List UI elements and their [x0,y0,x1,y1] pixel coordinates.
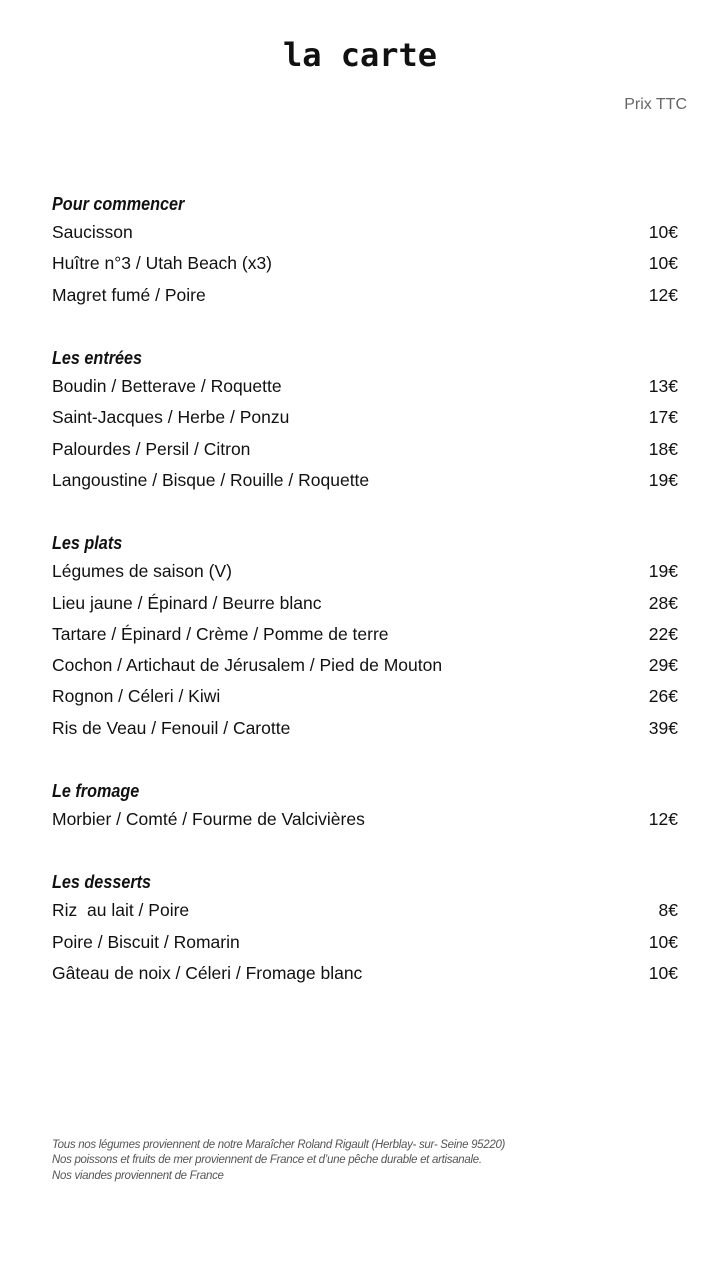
item-name: Riz au lait / Poire [52,900,190,921]
section-les-desserts [52,870,678,989]
menu-item [52,895,678,926]
item-price: 29€ [648,655,678,676]
sourcing-footnote [52,1138,652,1184]
menu-item [52,619,678,650]
menu-item [52,402,678,433]
item-price: 22€ [648,623,678,644]
menu-item [52,804,678,835]
item-name: Ris de Veau / Fenouil / Carotte [52,717,291,738]
section-title: Les desserts [52,872,152,893]
section-title: Pour commencer [52,194,185,214]
item-price: 18€ [648,438,678,459]
menu-item [52,248,678,279]
item-price: 10€ [648,962,678,983]
item-price: 19€ [648,561,678,582]
section-title: Les plats [52,533,123,554]
item-price: 19€ [648,469,678,490]
section-le-fromage [52,779,678,835]
menu-item [52,280,678,311]
item-name: Langoustine / Bisque / Rouille / Roquette [52,469,370,490]
item-name: Rognon / Céleri / Kiwi [52,686,221,707]
item-price: 17€ [648,407,678,428]
item-price: 26€ [648,686,678,707]
item-name: Cochon / Artichaut de Jérusalem / Pied de Mouton [52,655,443,676]
item-name: Palourdes / Persil / Citron [52,438,251,459]
section-title: Les entrées [52,347,143,368]
item-name: Poire / Biscuit / Romarin [52,931,240,952]
menu-item [52,713,678,744]
item-name: Huître n°3 / Utah Beach (x3) [52,253,273,274]
item-name: Gâteau de noix / Céleri / Fromage blanc [52,962,363,983]
item-price: 12€ [648,284,678,305]
menu-item [52,217,678,248]
menu-item [52,433,678,464]
item-name: Légumes de saison (V) [52,561,232,582]
item-name: Morbier / Comté / Fourme de Valcivières [52,809,365,829]
menu-list [52,192,678,1024]
menu-item [52,681,678,712]
item-name: Saint-Jacques / Herbe / Ponzu [52,407,290,428]
item-price: 8€ [658,900,678,921]
item-price: 28€ [648,592,678,613]
menu-item [52,587,678,618]
item-price: 10€ [648,931,678,952]
menu-item [52,371,678,402]
item-name: Lieu jaune / Épinard / Beurre blanc [52,592,322,613]
section-les-plats [52,531,678,744]
item-name: Magret fumé / Poire [52,284,206,305]
footnote-line: Nos viandes proviennent de France [52,1169,224,1182]
item-price: 10€ [648,253,678,274]
item-name: Tartare / Épinard / Crème / Pomme de terre [52,623,389,644]
item-price: 10€ [648,222,678,243]
section-title: Le fromage [52,780,140,801]
menu-item [52,465,678,496]
section-pour-commencer [52,192,678,311]
price-note: Prix TTC [624,96,687,113]
menu-item [52,926,678,957]
item-price: 13€ [648,376,678,397]
menu-item [52,958,678,989]
menu-item [52,650,678,681]
item-name: Boudin / Betterave / Roquette [52,376,282,397]
item-price: 12€ [648,809,678,829]
section-les-entrees [52,346,678,496]
menu-title: la carte [282,36,438,74]
item-price: 39€ [648,717,678,738]
footnote-line: Nos poissons et fruits de mer proviennent de France et d’une pêche durable et artisanale. [52,1154,482,1167]
footnote-line: Tous nos légumes proviennent de notre Maraîcher Roland Rigault (Herblay- sur- Seine 95220) [52,1139,506,1151]
item-name: Saucisson [52,222,133,243]
menu-item [52,556,678,587]
